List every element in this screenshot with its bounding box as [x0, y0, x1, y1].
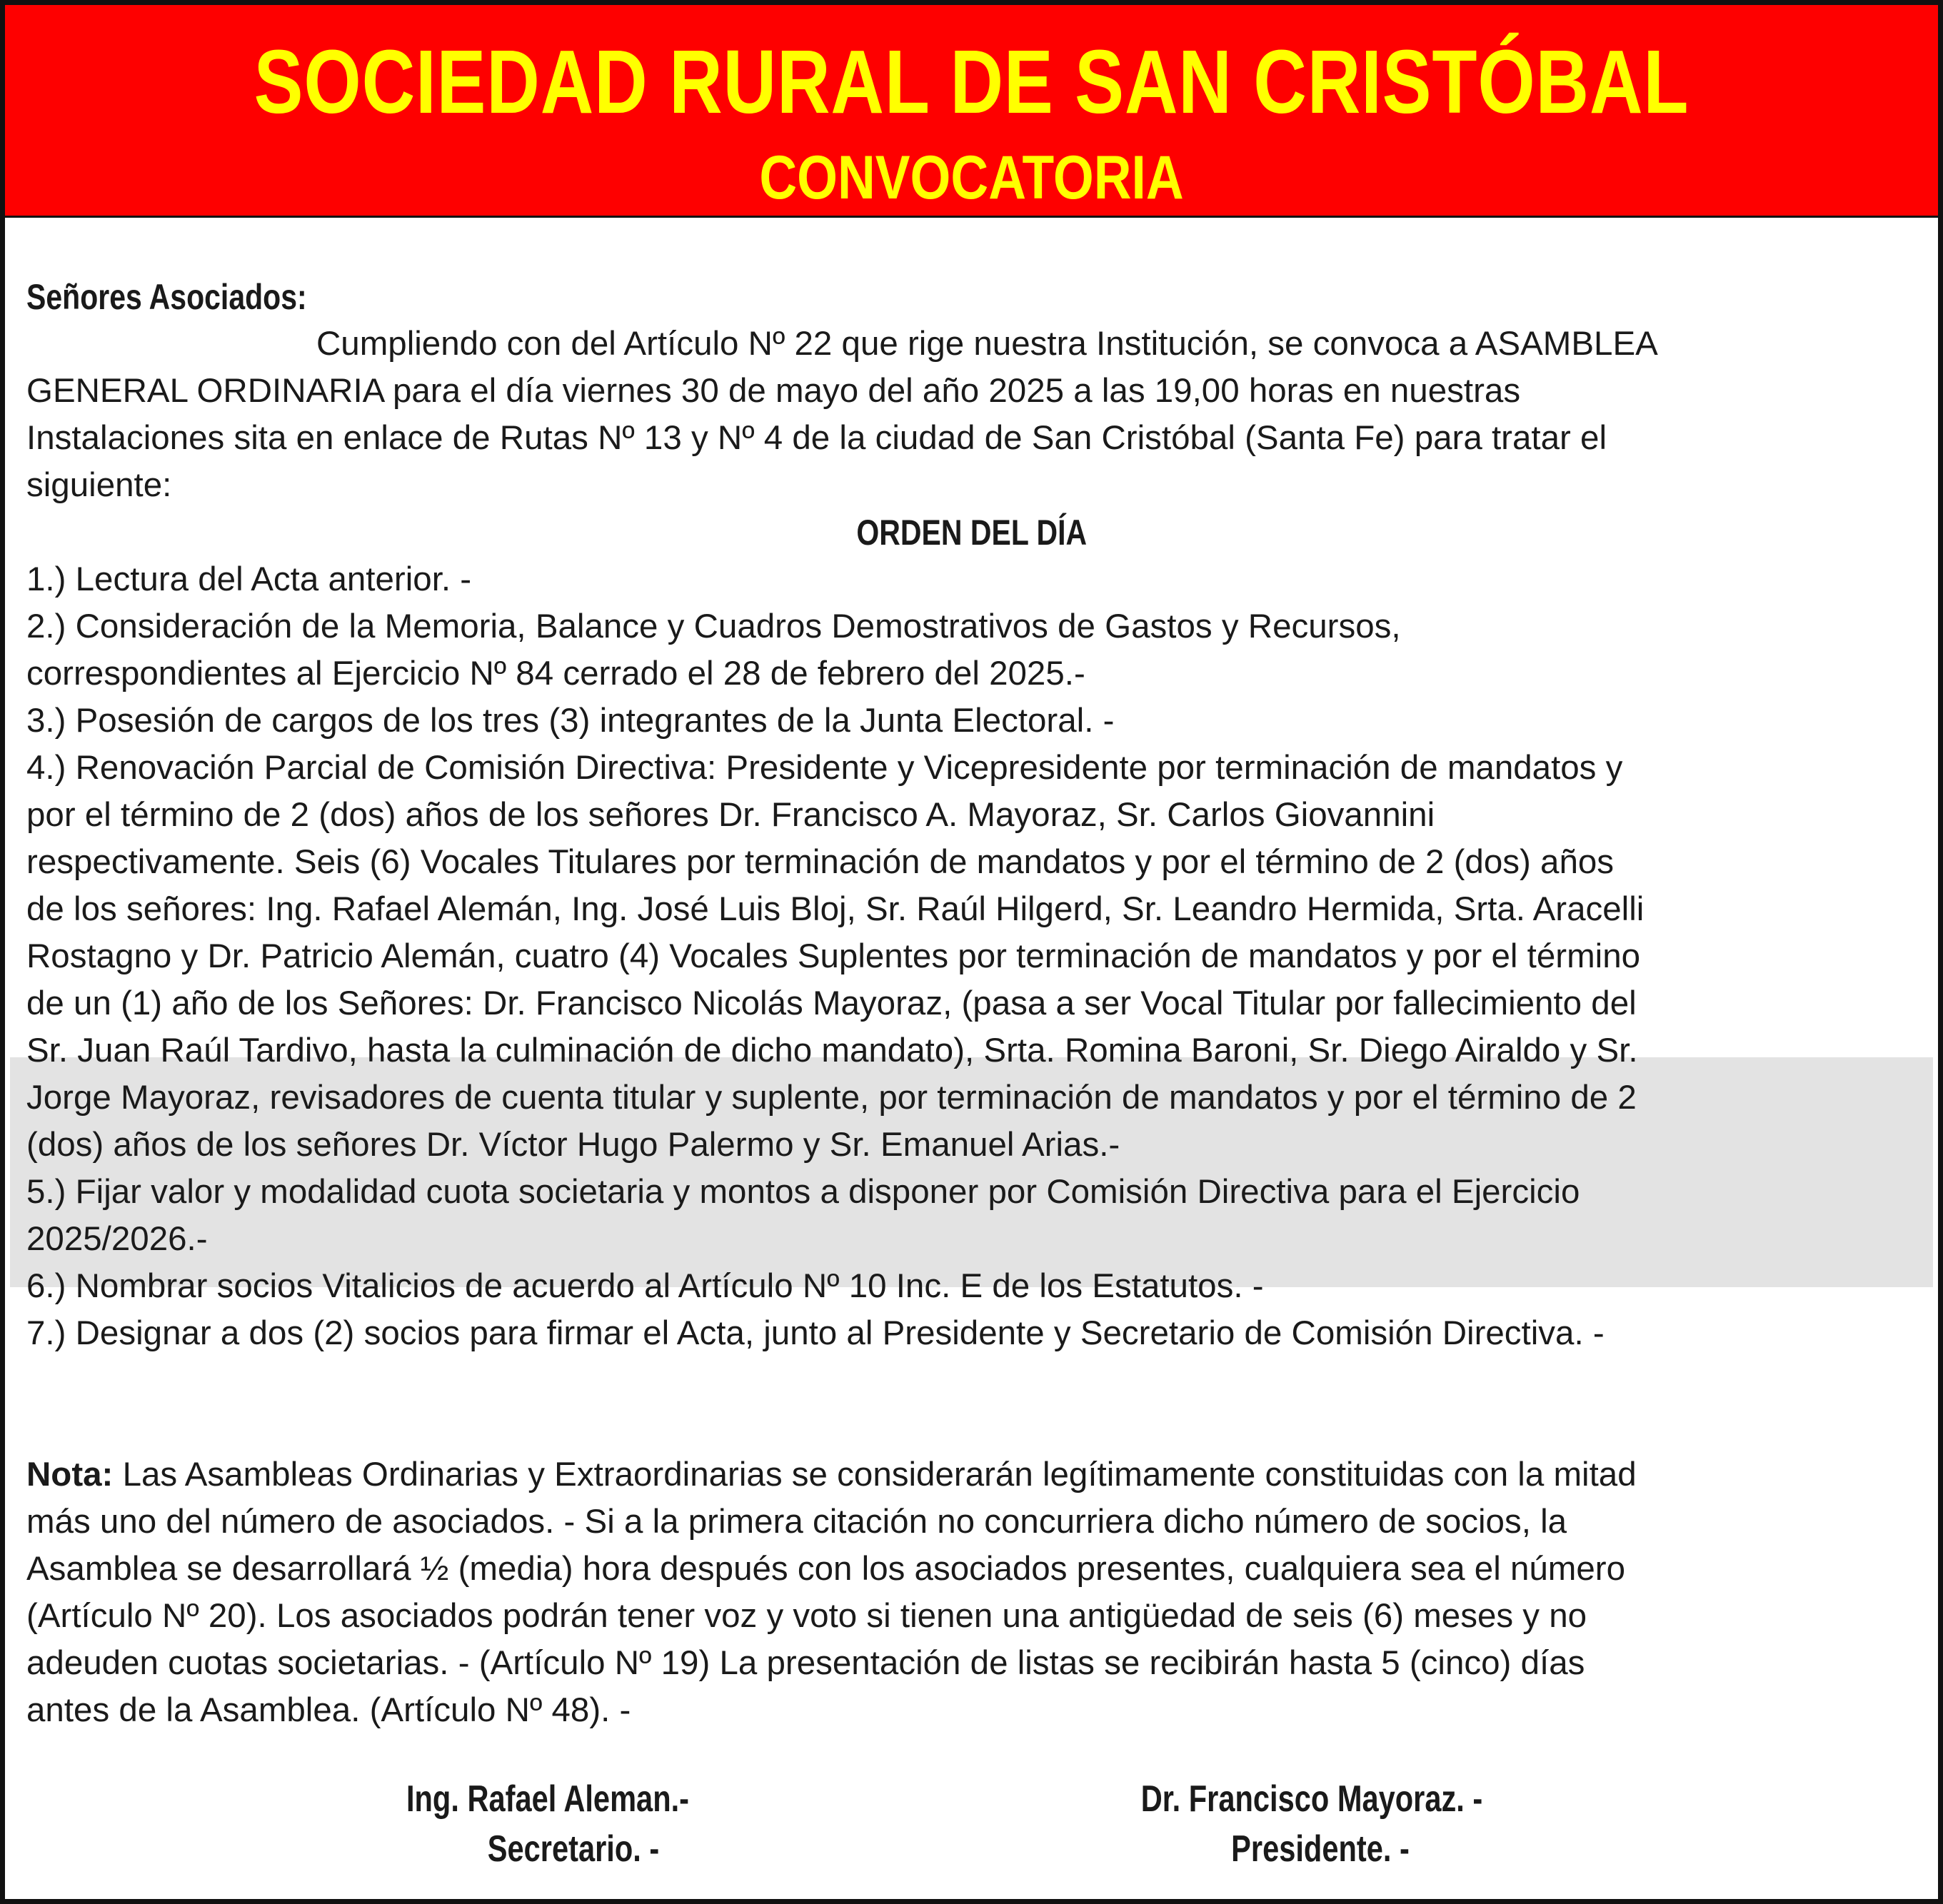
president-name: Dr. Francisco Mayoraz. -: [1140, 1778, 1483, 1820]
greeting: [26, 273, 1917, 321]
note-line: (Artículo Nº 20). Los asociados podrán tener voz y voto si tienen una antigüedad de seis (6) meses y no: [26, 1597, 1587, 1635]
agenda-line: 6.) Nombrar socios Vitalicios de acuerdo al Artículo Nº 10 Inc. E de los Estatutos. -: [26, 1267, 1264, 1305]
notice-body: [26, 273, 1917, 1734]
spacer: [26, 1357, 1917, 1451]
president-role: Presidente. -: [1231, 1828, 1410, 1870]
notice-header: [5, 5, 1938, 218]
agenda-line: 2025/2026.-: [26, 1220, 208, 1258]
intro-line: GENERAL ORDINARIA para el día viernes 30 de mayo del año 2025 a las 19,00 horas en nuestras: [26, 372, 1521, 410]
notice-subtitle: CONVOCATORIA: [759, 143, 1184, 212]
agenda-line: de los señores: Ing. Rafael Alemán, Ing. José Luis Bloj, Sr. Raúl Hilgerd, Sr. Leandro Hermida, Srta. Aracelli: [26, 890, 1645, 928]
agenda-line: respectivamente. Seis (6) Vocales Titulares por terminación de mandatos y por el término de 2 (dos) años: [26, 843, 1615, 881]
agenda-line: Jorge Mayoraz, revisadores de cuenta titular y suplente, por terminación de mandatos y por el término de 2: [26, 1079, 1637, 1117]
note-line: adeuden cuotas societarias. - (Artículo Nº 19) La presentación de listas se recibirán hasta 5 (cinco) días: [26, 1644, 1585, 1682]
greeting-text: Señores Asociados:: [26, 277, 307, 317]
signature-secretary: [305, 1774, 790, 1874]
agenda-line: Sr. Juan Raúl Tardivo, hasta la culminación de dicho mandato), Srta. Romina Baroni, Sr. Diego Airaldo y Sr.: [26, 1032, 1638, 1069]
intro-line: Cumpliendo con del Artículo Nº 22 que rige nuestra Institución, se convoca a ASAMBLEA: [316, 325, 1658, 363]
agenda-line: 3.) Posesión de cargos de los tres (3) integrantes de la Junta Electoral. -: [26, 702, 1115, 740]
agenda-line: 1.) Lectura del Acta anterior. -: [26, 560, 472, 598]
note-first-line: Las Asambleas Ordinarias y Extraordinarias se considerarán legítimamente constituidas con la mitad: [113, 1456, 1637, 1494]
agenda-line: Rostagno y Dr. Patricio Alemán, cuatro (4) Vocales Suplentes por terminación de mandatos y por el término: [26, 937, 1641, 975]
secretary-role: Secretario. -: [487, 1828, 660, 1870]
note-line: [26, 1451, 1917, 1498]
agenda-line: por el término de 2 (dos) años de los señores Dr. Francisco A. Mayoraz, Sr. Carlos Giovannini: [26, 796, 1435, 834]
agenda-line: correspondientes al Ejercicio Nº 84 cerrado el 28 de febrero del 2025.-: [26, 655, 1085, 692]
signature-president: [1026, 1774, 1597, 1874]
agenda-line: (dos) años de los señores Dr. Víctor Hugo Palermo y Sr. Emanuel Arias.-: [26, 1126, 1120, 1164]
agenda-line: 7.) Designar a dos (2) socios para firmar el Acta, junto al Presidente y Secretario de Comisión Directiva. -: [26, 1314, 1605, 1352]
notice-title: SOCIEDAD RURAL DE SAN CRISTÓBAL: [253, 31, 1690, 132]
intro-line: Instalaciones sita en enlace de Rutas Nº 13 y Nº 4 de la ciudad de San Cristóbal (Santa Fe) para tratar el: [26, 419, 1607, 457]
note-label: Nota:: [26, 1456, 114, 1494]
note-line: Asamblea se desarrollará ½ (media) hora después con los asociados presentes, cualquiera sea el número: [26, 1550, 1626, 1588]
agenda-line: 4.) Renovación Parcial de Comisión Directiva: Presidente y Vicepresidente por terminación de mandatos y: [26, 749, 1623, 787]
note-line: antes de la Asamblea. (Artículo Nº 48). -: [26, 1691, 631, 1729]
agenda-line: 2.) Consideración de la Memoria, Balance y Cuadros Demostrativos de Gastos y Recursos,: [26, 608, 1401, 645]
agenda-heading-text: ORDEN DEL DÍA: [856, 513, 1087, 553]
agenda-heading: [26, 509, 1917, 556]
agenda-line: 5.) Fijar valor y modalidad cuota societaria y montos a disponer por Comisión Directiva para el Ejercicio: [26, 1173, 1580, 1211]
agenda-line: de un (1) año de los Señores: Dr. Francisco Nicolás Mayoraz, (pasa a ser Vocal Titular por fallecimiento del: [26, 984, 1637, 1022]
intro-line: siguiente:: [26, 466, 172, 504]
secretary-name: Ing. Rafael Aleman.-: [406, 1778, 690, 1820]
note-line: más uno del número de asociados. - Si a la primera citación no concurriera dicho número de socios, la: [26, 1503, 1567, 1541]
